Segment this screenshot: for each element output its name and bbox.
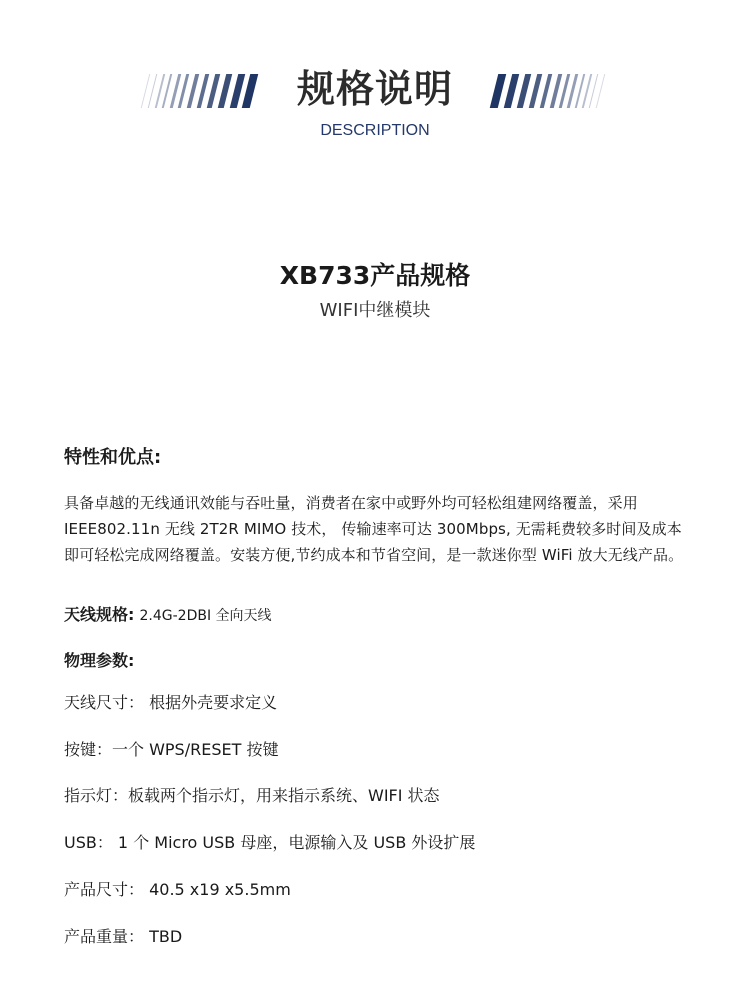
- features-paragraph: 具备卓越的无线通讯效能与吞吐量，消费者在家中或野外均可轻松组建网络覆盖，采用 IEEE802.11n 无线 2T2R MIMO 技术， 传输速率可达 300Mbps, 无需耗费较多时间及成本即可轻松完成网络覆盖。安装方便,节约成本和节省空间，是一款迷你型 WiFi 放大无线产品。: [64, 494, 684, 564]
- antenna-spec-label: 天线规格:: [64, 605, 135, 624]
- features-section: [64, 438, 692, 568]
- product-name: XB733产品规格: [279, 261, 471, 290]
- page-subtitle: DESCRIPTION: [320, 122, 430, 139]
- decorative-stripes-right: [488, 74, 613, 108]
- antenna-spec: [64, 604, 272, 627]
- spec-item: 按键：一个 WPS/RESET 按键: [64, 740, 279, 759]
- antenna-spec-value: 2.4G-2DBI 全向天线: [139, 608, 272, 624]
- product-subtitle: WIFI中继模块: [319, 300, 431, 321]
- product-heading: [0, 256, 750, 326]
- physical-title-label: 物理参数:: [64, 651, 135, 670]
- section-header: [0, 52, 750, 152]
- page-title: 规格说明: [296, 67, 453, 111]
- features-title: 特性和优点:: [64, 447, 162, 468]
- spec-item: 天线尺寸： 根据外壳要求定义: [64, 693, 278, 712]
- spec-item: 产品重量： TBD: [64, 927, 183, 946]
- spec-item: USB： 1 个 Micro USB 母座，电源输入及 USB 外设扩展: [64, 833, 476, 852]
- spec-item: 产品尺寸： 40.5 x19 x5.5mm: [64, 880, 291, 899]
- physical-title: [64, 650, 134, 672]
- spec-item: 指示灯：板载两个指示灯，用来指示系统、WIFI 状态: [64, 786, 440, 805]
